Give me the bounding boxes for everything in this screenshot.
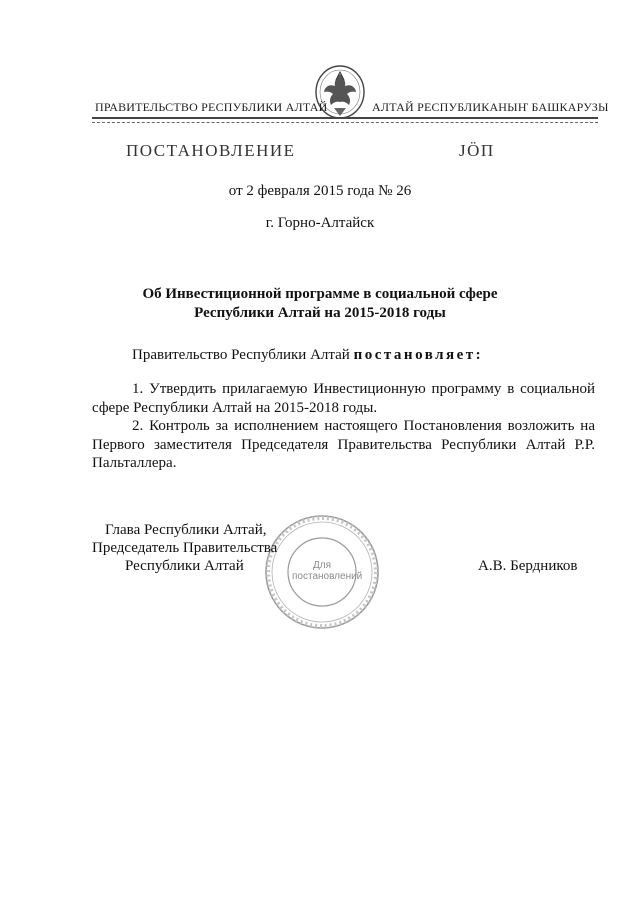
doc-type-altai: JÖП [459, 141, 495, 160]
signature-position-line-2: Председатель Правительства [92, 540, 278, 556]
government-title-altai: АЛТАЙ РЕСПУБЛИКАНЫҤ БАШКАРУЗЫ [372, 100, 609, 114]
header-divider [92, 117, 598, 119]
document-title-line-2: Республики Алтай на 2015-2018 годы [194, 305, 446, 321]
header-divider-dashed [92, 122, 598, 123]
signatory-name: А.В. Бердников [478, 558, 578, 574]
doc-type-ru: ПОСТАНОВЛЕНИЕ [126, 141, 296, 160]
signature-position-line-1: Глава Республики Алтай, [105, 522, 267, 538]
resolution-prefix: Правительство Республики Алтай [132, 347, 350, 363]
resolution-statement [132, 347, 483, 364]
stamp-label [292, 560, 363, 582]
stamp-label-line-2: постановлений [292, 571, 363, 582]
government-title-ru: ПРАВИТЕЛЬСТВО РЕСПУБЛИКИ АЛТАЙ [95, 100, 328, 114]
paragraph-1: 1. Утвердить прилагаемую Инвестиционную программу в социальной сфере Республики Алтай на 2015-2018 годы. [92, 381, 595, 416]
signature-position-line-3: Республики Алтай [125, 558, 244, 574]
date-number-line: от 2 февраля 2015 года № 26 [228, 183, 412, 199]
stamp-label-line-1: Для [312, 560, 332, 571]
resolution-verb: постановляет: [353, 347, 484, 363]
paragraph-2: 2. Контроль за исполнением настоящего Постановления возложить на Первого заместителя Председателя Правительства Республики Алтай Р.Р. Пальталлера. [92, 418, 595, 471]
document-title-line-1: Об Инвестиционной программе в социальной сфере [142, 286, 498, 302]
city-line: г. Горно-Алтайск [265, 215, 375, 231]
